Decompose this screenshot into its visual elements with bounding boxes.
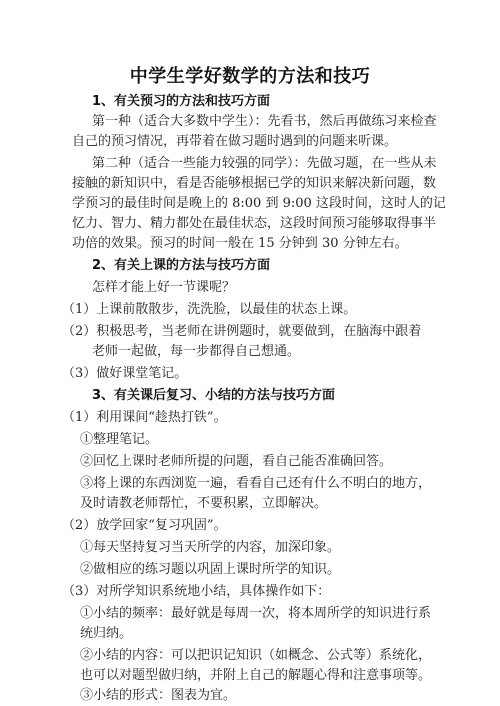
- document-title: 中学生学好数学的方法和技巧: [129, 66, 371, 87]
- sub-list-item-continuation: 统归纳。: [80, 626, 133, 641]
- sub-list-item: ③将上课的东西浏览一遍，看看自己还有什么不明白的地方，: [80, 476, 432, 491]
- section-heading-preview: 1、有关预习的方法和技巧方面: [92, 94, 271, 109]
- paragraph-line: 怎样才能上好一节课呢？: [92, 280, 236, 295]
- sub-list-item: ③小结的形式：图表为宜。: [80, 688, 237, 703]
- list-item-continuation: 老师一起做，每一步都得自己想通。: [92, 344, 301, 359]
- sub-list-item: ①整理笔记。: [80, 432, 159, 447]
- sub-list-item: ②小结的内容：可以把识记知识（如概念、公式等）系统化，: [80, 648, 432, 663]
- sub-list-item-continuation: 也可以对题型做归纳，并附上自己的解题心得和注意事项等。: [80, 668, 432, 683]
- list-item: （3）做好课堂笔记。: [62, 366, 188, 381]
- paragraph-line: 自己的预习情况，再带着在做习题时遇到的问题来听课。: [72, 134, 398, 149]
- section-heading-class: 2、有关上课的方法与技巧方面: [92, 258, 271, 273]
- list-item: （2）放学回家“复习巩固”。: [62, 518, 227, 533]
- paragraph-line: 第二种（适合一些能力较强的同学）：先做习题，在一些从未: [92, 156, 437, 171]
- list-item: （1）利用课间“趁热打铁”。: [62, 410, 227, 425]
- sub-list-item: ①小结的频率：最好就是每周一次，将本周所学的知识进行系: [80, 606, 432, 621]
- sub-list-item-continuation: 及时请教老师帮忙，不要积累，立即解决。: [80, 496, 328, 511]
- paragraph-line: 忆力、智力、精力都处在最佳状态，这段时间预习能够取得事半: [72, 216, 437, 231]
- paragraph-line: 第一种（适合大多数中学生）：先看书，然后再做练习来检查: [92, 114, 437, 129]
- sub-list-item: ②回忆上课时老师所提的问题，看自己能否准确回答。: [80, 454, 393, 469]
- paragraph-line: 功倍的效果。预习的时间一般在 15 分钟到 30 分钟左右。: [72, 236, 408, 251]
- list-item: （3）对所学知识系统地小结，具体操作如下：: [62, 584, 331, 599]
- paragraph-line: 接触的新知识中，看是否能够根据已学的知识来解决新问题，数: [72, 176, 437, 191]
- sub-list-item: ②做相应的练习题以巩固上课时所学的知识。: [80, 562, 341, 577]
- section-heading-review: 3、有关课后复习、小结的方法与技巧方面: [92, 388, 336, 403]
- list-item: （1）上课前散散步，洗洗脸，以最佳的状态上课。: [62, 302, 357, 317]
- paragraph-line: 学预习的最佳时间是晚上的 8:00 到 9:00 这段时间，这时人的记: [72, 196, 446, 211]
- sub-list-item: ①每天坚持复习当天所学的内容，加深印象。: [80, 540, 341, 555]
- list-item: （2）积极思考，当老师在讲例题时，就要做到，在脑海中跟着: [62, 324, 422, 339]
